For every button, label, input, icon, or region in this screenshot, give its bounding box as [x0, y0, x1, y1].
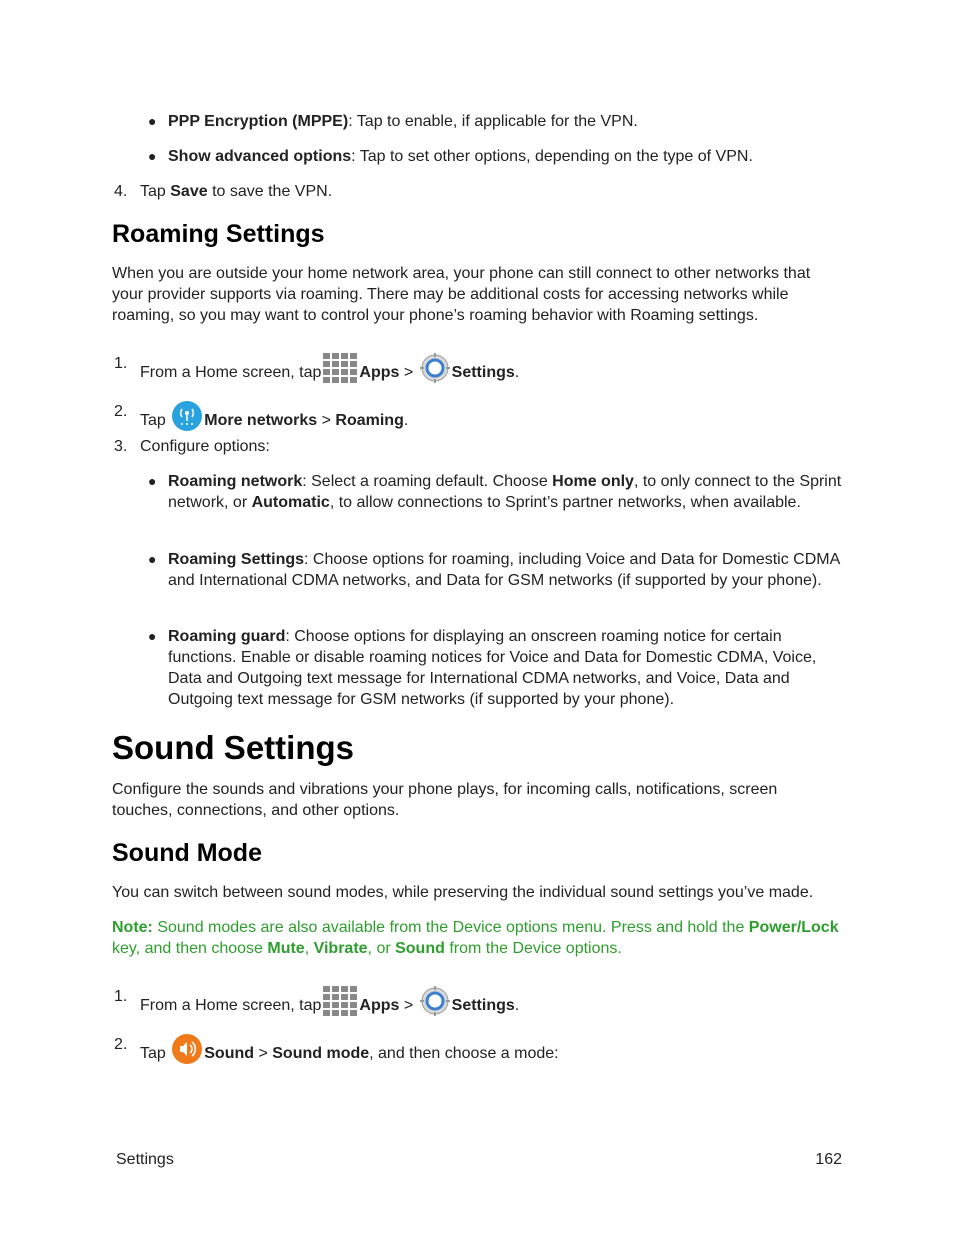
settings-gear-icon: [420, 353, 450, 389]
apps-grid-icon: [323, 986, 357, 1022]
apps-grid-icon: [323, 353, 357, 389]
sound-mode-note: Note: Sound modes are also available from the Device options menu. Press and hold the Power/Lock key, and then choose Mute, Vibrate, or Sound from the Device options.: [112, 919, 839, 957]
bullet-dot: ●: [148, 473, 157, 489]
footer-section-label: Settings: [116, 1151, 174, 1168]
roaming-intro: When you are outside your home network area, your phone can still connect to other networks that your provider supports via roaming. There may be additional costs for accessing networks while roaming, so you may want to control your phone’s roaming behavior with Roaming settings.: [112, 265, 811, 324]
bullet-dot: ●: [148, 551, 157, 567]
sound-intro: Configure the sounds and vibrations your phone plays, for incoming calls, notifications, screen touches, connections, and other options.: [112, 781, 778, 819]
footer-page-number: 162: [815, 1151, 842, 1168]
bullet-dot: ●: [148, 113, 157, 129]
roaming-settings-heading: Roaming Settings: [112, 220, 325, 248]
sound-speaker-icon: [172, 1034, 202, 1070]
sound-settings-heading: Sound Settings: [112, 729, 354, 766]
sound-mode-intro: You can switch between sound modes, while preserving the individual sound settings you’ve made.: [112, 884, 814, 901]
settings-gear-icon: [420, 986, 450, 1022]
bullet-dot: ●: [148, 148, 157, 164]
more-networks-icon: [172, 401, 202, 437]
bullet-dot: ●: [148, 628, 157, 644]
sound-mode-heading: Sound Mode: [112, 839, 262, 867]
